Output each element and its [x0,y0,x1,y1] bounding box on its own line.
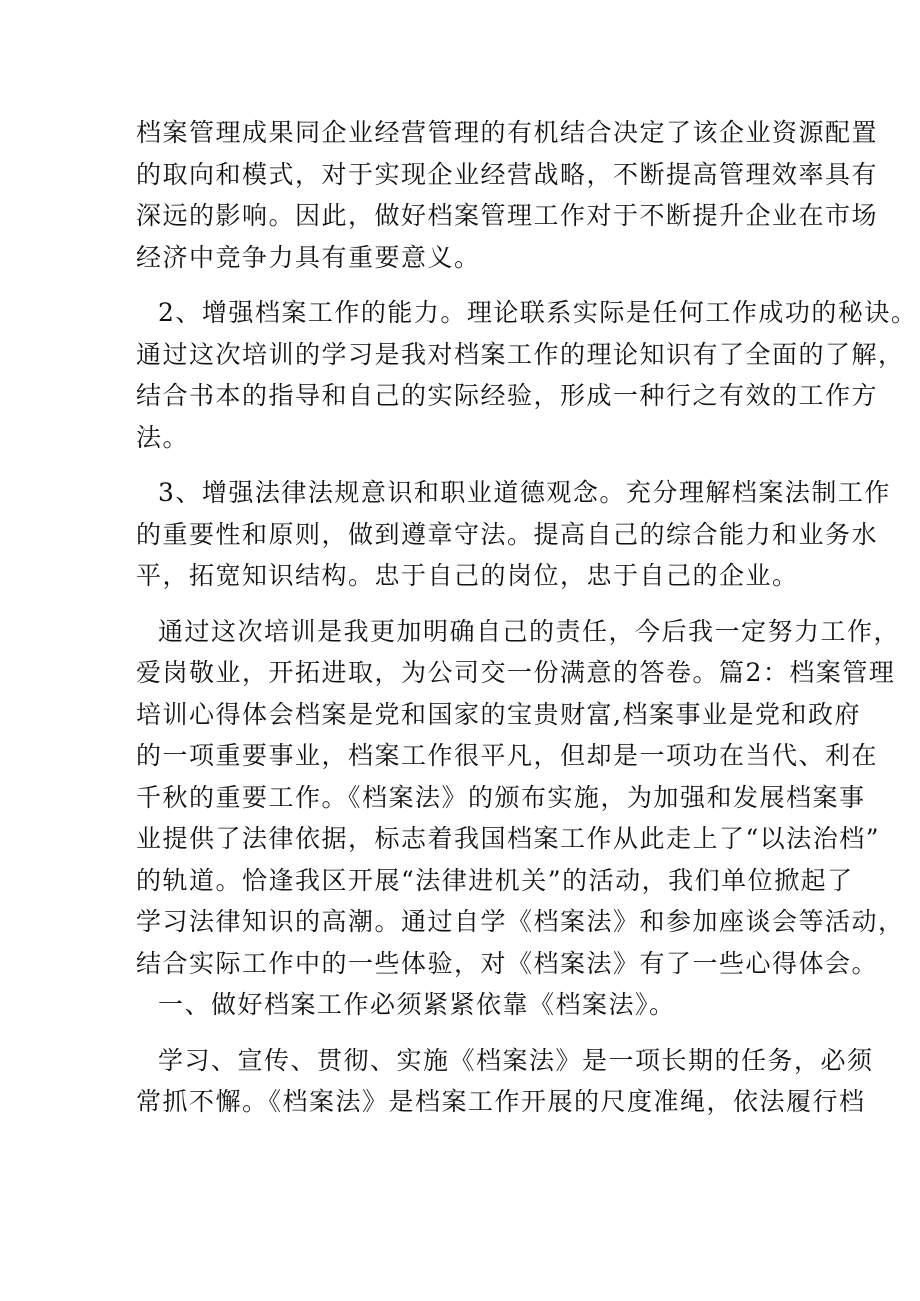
paragraph-3 [136,472,891,597]
text-line: 2、增强档案工作的能力。理论联系实际是任何工作成功的秘诀。 [158,298,918,327]
text-line: 的重要性和原则，做到遵章守法。提高自己的综合能力和业务水 [136,519,879,549]
paragraph-spacer [136,458,786,472]
text-line: 爱岗敬业，开拓进取，为公司交一份满意的答卷。篇2：档案管理 [136,658,896,687]
document-body [136,112,918,1123]
text-line: 的一项重要事业，档案工作很平凡，但却是一项功在当代、利在 [136,741,879,770]
paragraph-1 [136,112,879,278]
text-line: 通过这次培训的学习是我对档案工作的理论知识有了全面的了解， [136,339,905,369]
text-line: 3、增强法律法规意识和职业道德观念。充分理解档案法制工作 [158,478,891,507]
paragraph-2 [136,292,918,458]
paragraph-spacer [136,597,786,611]
text-line: 深远的影响。因此，做好档案管理工作对于不断提升企业在市场 [136,201,879,230]
paragraph-4 [136,611,905,985]
text-line: 经济中竞争力具有重要意义。 [136,242,481,272]
text-line: 的取向和模式，对于实现企业经营战略，不断提高管理效率具有 [136,159,879,189]
text-line: 结合书本的指导和自己的实际经验，形成一种行之有效的工作方 [136,381,879,410]
text-line: 常抓不懈。《档案法》是档案工作开展的尺度准绳，依法履行档 [136,1087,866,1116]
text-line: 学习法律知识的高潮。通过自学《档案法》和参加座谈会等活动， [136,907,905,936]
text-line: 通过这次培训是我更加明确自己的责任，今后我一定努力工作， [158,616,901,646]
text-line: 业提供了法律依据，标志着我国档案工作从此走上了“以法治档” [136,824,881,853]
text-line: 培训心得体会档案是党和国家的宝贵财富,档案事业是党和政府 [136,699,861,729]
text-line: 档案管理成果同企业经营管理的有机结合决定了该企业资源配置 [136,118,879,147]
heading-line: 一、做好档案工作必须紧紧依靠《档案法》。 [158,990,676,1019]
paragraph-spacer [136,1026,786,1040]
section-heading [136,984,786,1026]
text-line: 学习、宣传、贯彻、实施《档案法》是一项长期的任务，必须 [158,1045,874,1075]
paragraph-6 [136,1040,874,1123]
text-line: 平，拓宽知识结构。忠于自己的岗位，忠于自己的企业。 [136,561,799,590]
paragraph-spacer [136,278,786,292]
text-line: 千秋的重要工作。《档案法》的颁布实施，为加强和发展档案事 [136,782,866,812]
text-line: 结合实际工作中的一些体验，对《档案法》有了一些心得体会。 [136,948,879,978]
text-line: 法。 [136,422,190,452]
text-line: 的轨道。恰逢我区开展“法律进机关”的活动，我们单位掀起了 [136,865,854,895]
